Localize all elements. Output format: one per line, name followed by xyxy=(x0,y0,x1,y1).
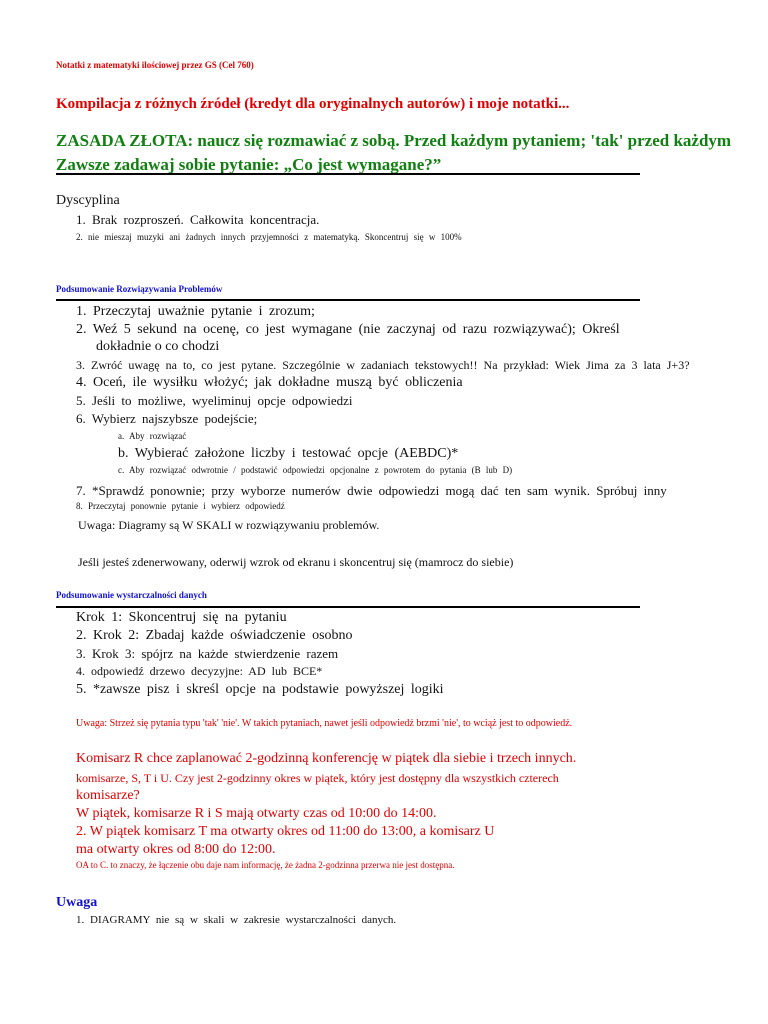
note-heading: Uwaga xyxy=(56,895,98,910)
golden-rule-line-2: Zawsze zadawaj sobie pytanie: „Co jest wymagane?” xyxy=(56,155,442,174)
problem-item-2: 2. Weź 5 sekund na ocenę, co jest wymagane (nie zaczynaj od razu rozwiązywać); Określ xyxy=(76,322,620,337)
problem-note-nervous: Jeśli jesteś zdenerwowany, oderwij wzrok od ekranu i skoncentruj się (mamrocz do siebie) xyxy=(78,555,514,569)
problem-subitem-a: a. Aby rozwiązać xyxy=(118,431,187,441)
ds-example-line-2: komisarze, S, T i U. Czy jest 2-godzinny okres w piątek, który jest dostępny dla wszystkich czterech xyxy=(76,771,559,785)
problem-item-6: 6. Wybierz najszybsze podejście; xyxy=(76,411,258,426)
section-divider xyxy=(56,173,640,175)
ds-example-line-4: W piątek, komisarze R i S mają otwarty czas od 10:00 do 14:00. xyxy=(76,806,437,821)
document-small-title: Notatki z matematyki ilościowej przez GS (Cel 760) xyxy=(56,60,254,70)
note-item-1: 1. DIAGRAMY nie są w skali w zakresie wystarczalności danych. xyxy=(76,914,397,926)
compilation-line: Kompilacja z różnych źródeł (kredyt dla oryginalnych autorów) i moje notatki... xyxy=(56,96,570,112)
problem-item-4: 4. Oceń, ile wysiłku włożyć; jak dokładne muszą być obliczenia xyxy=(76,375,463,390)
ds-example-line-3: komisarze? xyxy=(76,788,140,803)
ds-example-answer: OA to C. to znaczy, że łączenie obu daje nam informację, że żadna 2-godzinna przerwa nie jest dostępna. xyxy=(76,860,455,870)
discipline-item-1: 1. Brak rozproszeń. Całkowita koncentracja. xyxy=(76,212,320,227)
problem-item-1: 1. Przeczytaj uważnie pytanie i zrozum; xyxy=(76,304,315,319)
discipline-heading: Dyscyplina xyxy=(56,193,120,208)
ds-item-3: 3. Krok 3: spójrz na każde stwierdzenie razem xyxy=(76,646,339,661)
problem-item-3: 3. Zwróć uwagę na to, co jest pytane. Szczególnie w zadaniach tekstowych!! Na przykład: Wiek Jima za 3 lata J+3? xyxy=(76,358,690,372)
problem-item-5: 5. Jeśli to możliwe, wyeliminuj opcje odpowiedzi xyxy=(76,393,353,408)
section-divider xyxy=(56,606,640,608)
ds-warning: Uwaga: Strzeż się pytania typu 'tak' 'nie'. W takich pytaniach, nawet jeśli odpowiedź brzmi 'nie', to wciąż jest to odpowiedź. xyxy=(76,718,573,729)
ds-example-line-6: ma otwarty okres od 8:00 do 12:00. xyxy=(76,842,276,857)
ds-item-5: 5. *zawsze pisz i skreśl opcje na podstawie powyższej logiki xyxy=(76,682,444,697)
golden-rule-line-1: ZASADA ZŁOTA: naucz się rozmawiać z sobą. Przed każdym pytaniem; 'tak' przed każdym xyxy=(56,131,732,150)
ds-item-2: 2. Krok 2: Zbadaj każde oświadczenie osobno xyxy=(76,628,353,643)
problem-item-8: 8. Przeczytaj ponownie pytanie i wybierz odpowiedź xyxy=(76,501,285,511)
problem-note-diagrams: Uwaga: Diagramy są W SKALI w rozwiązywaniu problemów. xyxy=(78,518,380,532)
problem-subitem-b: b. Wybierać założone liczby i testować opcje (AEBDC)* xyxy=(118,446,459,461)
ds-item-1: Krok 1: Skoncentruj się na pytaniu xyxy=(76,610,287,625)
ds-example-line-1: Komisarz R chce zaplanować 2-godzinną konferencję w piątek dla siebie i trzech innych. xyxy=(76,751,577,766)
discipline-item-2: 2. nie mieszaj muzyki ani żadnych innych przyjemności z matematyką. Skoncentruj się w 100% xyxy=(76,232,462,242)
problem-item-2-continued: dokładnie o co chodzi xyxy=(96,339,220,354)
problem-item-7: 7. *Sprawdź ponownie; przy wyborze numerów dwie odpowiedzi mogą dać ten sam wynik. Spróbuj inny xyxy=(76,483,667,498)
section-divider xyxy=(56,299,640,301)
ds-example-line-5: 2. W piątek komisarz T ma otwarty okres od 11:00 do 13:00, a komisarz U xyxy=(76,824,495,839)
data-sufficiency-heading: Podsumowanie wystarczalności danych xyxy=(56,590,207,600)
ds-item-4: 4. odpowiedź drzewo decyzyjne: AD lub BCE* xyxy=(76,664,323,678)
problem-subitem-c: c. Aby rozwiązać odwrotnie / podstawić odpowiedzi opcjonalne z powrotem do pytania (B lub D) xyxy=(118,465,513,475)
problem-solving-heading: Podsumowanie Rozwiązywania Problemów xyxy=(56,284,223,294)
